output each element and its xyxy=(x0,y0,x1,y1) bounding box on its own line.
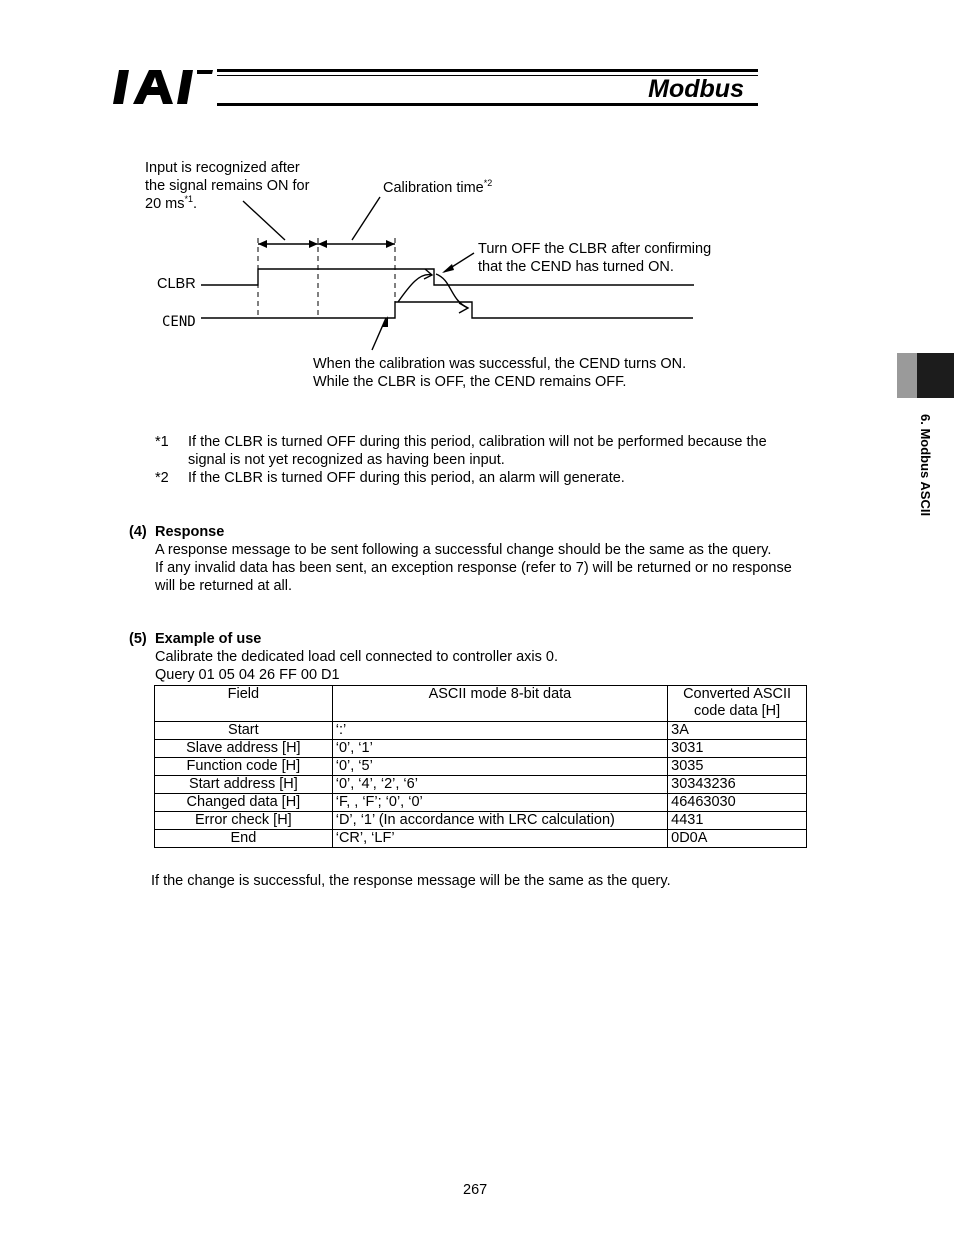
table-row xyxy=(155,812,807,830)
label-turn-off-2: that the CEND has turned ON. xyxy=(478,259,674,275)
causality-arrow xyxy=(398,275,432,302)
table-row xyxy=(155,830,807,848)
leader-line xyxy=(352,197,380,240)
paragraph-line: Calibrate the dedicated load cell connected to controller axis 0. xyxy=(155,649,559,665)
paragraph-line: will be returned at all. xyxy=(155,578,293,594)
table-cell: Function code [H] xyxy=(155,758,333,776)
table-cell: Changed data [H] xyxy=(155,794,333,812)
section-number: (4) xyxy=(129,524,147,540)
query-line: Query 01 05 04 26 FF 00 D1 xyxy=(155,667,340,683)
table-row xyxy=(155,758,807,776)
leader-line xyxy=(243,201,285,240)
table-cell: 3035 xyxy=(668,758,807,776)
query-table xyxy=(154,685,807,848)
table-cell: Start address [H] xyxy=(155,776,333,794)
table-header-row xyxy=(155,686,807,722)
page-number: 267 xyxy=(463,1182,488,1198)
table-cell: ‘F, , ‘F’; ‘0’, ‘0’ xyxy=(332,794,667,812)
column-header: ASCII mode 8-bit data xyxy=(332,686,667,722)
label-input-recognized-2: the signal remains ON for xyxy=(145,178,310,194)
causality-arrow xyxy=(436,274,468,308)
side-tab-label: 6. Modbus ASCII xyxy=(918,414,933,517)
label-turn-off-1: Turn OFF the CLBR after confirming xyxy=(478,241,712,257)
footnote-ref: *2 xyxy=(483,178,493,189)
table-row xyxy=(155,722,807,740)
section-number: (5) xyxy=(129,631,147,647)
table-cell: ‘D’, ‘1’ (In accordance with LRC calculation) xyxy=(332,812,667,830)
column-header: Field xyxy=(155,686,333,722)
paragraph-line: A response message to be sent following a successful change should be the same as the query. xyxy=(155,542,772,558)
table-cell: 3031 xyxy=(668,740,807,758)
table-cell: ‘:’ xyxy=(332,722,667,740)
column-header: Converted ASCII code data [H] xyxy=(668,686,807,722)
table-cell: 3A xyxy=(668,722,807,740)
note-text: If the CLBR is turned OFF during this period, calibration will not be performed because the xyxy=(188,434,767,450)
label-success-1: When the calibration was successful, the CEND turns ON. xyxy=(313,356,687,372)
label-input-recognized-1: Input is recognized after xyxy=(145,160,300,176)
label-calibration-time: Calibration time$^{*2}$ xyxy=(383,178,493,196)
table-cell: 46463030 xyxy=(668,794,807,812)
note-text: signal is not yet recognized as having been input. xyxy=(188,452,505,468)
table-cell: ‘0’, ‘4’, ‘2’, ‘6’ xyxy=(332,776,667,794)
section-heading: Example of use xyxy=(155,631,262,647)
table-cell: 30343236 xyxy=(668,776,807,794)
footer-note: If the change is successful, the response message will be the same as the query. xyxy=(151,873,671,889)
cend-waveform xyxy=(201,302,693,318)
table-row xyxy=(155,740,807,758)
table-cell: Error check [H] xyxy=(155,812,333,830)
table-row xyxy=(155,794,807,812)
note-mark: *2 xyxy=(155,470,169,486)
table-row xyxy=(155,776,807,794)
note-text: If the CLBR is turned OFF during this period, an alarm will generate. xyxy=(188,470,625,486)
leader-line xyxy=(372,318,386,350)
table-cell: End xyxy=(155,830,333,848)
signal-label-cend: CEND xyxy=(162,314,196,330)
paragraph-line: If any invalid data has been sent, an exception response (refer to 7) will be returned or no response xyxy=(155,560,792,576)
table-cell: ‘0’, ‘5’ xyxy=(332,758,667,776)
table-cell: ‘0’, ‘1’ xyxy=(332,740,667,758)
table-cell: ‘CR’, ‘LF’ xyxy=(332,830,667,848)
table-cell: Slave address [H] xyxy=(155,740,333,758)
note-mark: *1 xyxy=(155,434,169,450)
signal-label-clbr: CLBR xyxy=(157,276,196,292)
section-heading: Response xyxy=(155,524,225,540)
label-input-recognized-3: 20 $ms^{*1}$. xyxy=(145,194,198,212)
table-cell: 4431 xyxy=(668,812,807,830)
table-cell: Start xyxy=(155,722,333,740)
footnote-ref: *1 xyxy=(184,194,194,205)
header-title: Modbus xyxy=(648,75,744,103)
table-cell: 0D0A xyxy=(668,830,807,848)
label-success-2: While the CLBR is OFF, the CEND remains OFF. xyxy=(313,374,627,390)
